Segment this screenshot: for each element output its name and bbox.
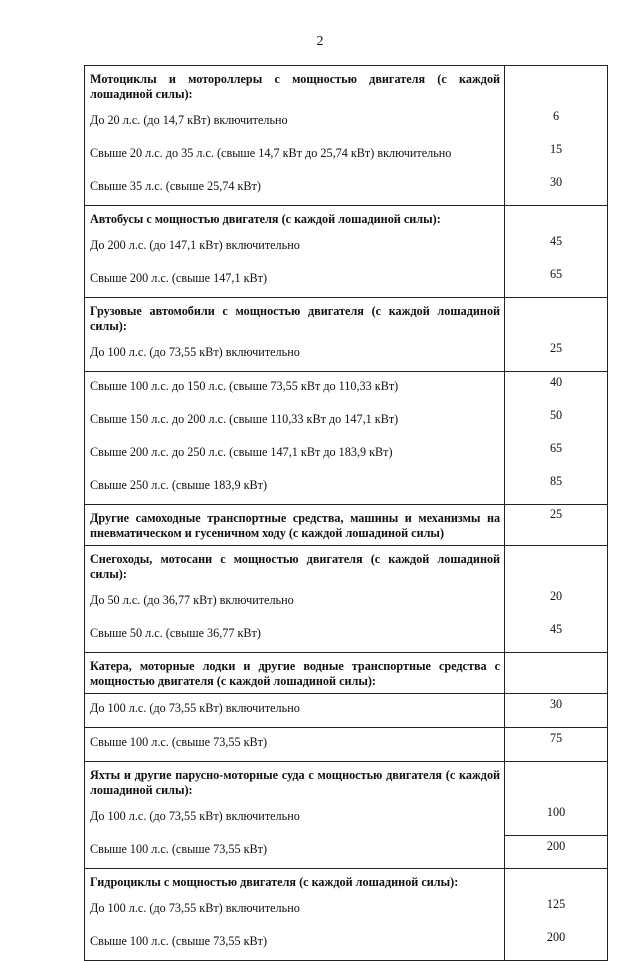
rate-cell-empty: [505, 546, 608, 587]
section-header-other-vehicles: [85, 505, 608, 546]
row-label: До 100 л.с. (до 73,55 кВт) включительно: [85, 802, 505, 835]
row-label: До 100 л.с. (до 73,55 кВт) включительно: [85, 338, 505, 372]
section-header-motorcycles: [85, 66, 608, 107]
table-row: [85, 927, 608, 961]
row-label: Свыше 100 л.с. (свыше 73,55 кВт): [85, 835, 505, 869]
row-label: Свыше 20 л.с. до 35 л.с. (свыше 14,7 кВт до 25,74 кВт) включительно: [85, 139, 505, 172]
row-label: До 50 л.с. (до 36,77 кВт) включительно: [85, 586, 505, 619]
table-row: [85, 338, 608, 372]
table-row: [85, 619, 608, 653]
table-row: [85, 835, 608, 869]
row-rate: 40: [505, 372, 608, 406]
row-label: Свыше 50 л.с. (свыше 36,77 кВт): [85, 619, 505, 653]
table-row: [85, 586, 608, 619]
rate-cell-empty: [505, 653, 608, 694]
section-title: Катера, моторные лодки и другие водные транспортные средства с мощностью двигателя (с каждой лошадиной силы):: [85, 653, 505, 694]
section-header-buses: [85, 206, 608, 232]
row-label: До 20 л.с. (до 14,7 кВт) включительно: [85, 106, 505, 139]
rate-cell-empty: [505, 298, 608, 339]
section-header-yachts: [85, 762, 608, 803]
page-number: 2: [316, 34, 324, 49]
row-rate: 65: [505, 438, 608, 471]
table-row: [85, 372, 608, 406]
row-rate: 125: [505, 894, 608, 927]
table-row: [85, 264, 608, 298]
row-rate: 85: [505, 471, 608, 505]
table-row: [85, 438, 608, 471]
rate-cell-empty: [505, 66, 608, 107]
row-label: Свыше 250 л.с. (свыше 183,9 кВт): [85, 471, 505, 505]
section-title: Снегоходы, мотосани с мощностью двигателя (с каждой лошадиной силы):: [85, 546, 505, 587]
section-header-jet-skis: [85, 869, 608, 895]
row-rate: 25: [505, 338, 608, 372]
row-label: Свыше 100 л.с. до 150 л.с. (свыше 73,55 кВт до 110,33 кВт): [85, 372, 505, 406]
rate-cell-empty: [505, 206, 608, 232]
section-title: Грузовые автомобили с мощностью двигателя (с каждой лошадиной силы):: [85, 298, 505, 339]
table-row: [85, 802, 608, 835]
row-rate: 200: [505, 927, 608, 961]
row-rate: 50: [505, 405, 608, 438]
row-label: До 100 л.с. (до 73,55 кВт) включительно: [85, 894, 505, 927]
table-row: [85, 728, 608, 762]
row-rate: 65: [505, 264, 608, 298]
section-title: Гидроциклы с мощностью двигателя (с каждой лошадиной силы):: [85, 869, 505, 895]
table-row: [85, 139, 608, 172]
table-row: [85, 172, 608, 206]
section-title: Автобусы с мощностью двигателя (с каждой лошадиной силы):: [85, 206, 505, 232]
section-header-boats: [85, 653, 608, 694]
table-row: [85, 894, 608, 927]
table-row: [85, 405, 608, 438]
table-row: [85, 231, 608, 264]
row-rate: 15: [505, 139, 608, 172]
row-label: Свыше 150 л.с. до 200 л.с. (свыше 110,33 кВт до 147,1 кВт): [85, 405, 505, 438]
row-rate: 25: [505, 505, 608, 546]
rate-cell-empty: [505, 762, 608, 803]
row-rate: 45: [505, 231, 608, 264]
row-label: Свыше 100 л.с. (свыше 73,55 кВт): [85, 927, 505, 961]
row-rate: 6: [505, 106, 608, 139]
row-rate: 100: [505, 802, 608, 835]
row-rate: 30: [505, 694, 608, 728]
rate-cell-empty: [505, 869, 608, 895]
table-row: [85, 694, 608, 728]
section-title: Мотоциклы и мотороллеры с мощностью двигателя (с каждой лошадиной силы):: [85, 66, 505, 107]
row-rate: 30: [505, 172, 608, 206]
row-label: До 100 л.с. (до 73,55 кВт) включительно: [85, 694, 505, 728]
section-title: Яхты и другие парусно-моторные суда с мощностью двигателя (с каждой лошадиной силы):: [85, 762, 505, 803]
section-title: Другие самоходные транспортные средства, машины и механизмы на пневматическом и гусеничном ходу (с каждой лошадиной силы): [85, 505, 505, 546]
row-label: Свыше 35 л.с. (свыше 25,74 кВт): [85, 172, 505, 206]
row-rate: 20: [505, 586, 608, 619]
row-label: Свыше 200 л.с. (свыше 147,1 кВт): [85, 264, 505, 298]
row-rate: 75: [505, 728, 608, 762]
section-header-trucks: [85, 298, 608, 339]
table-row: [85, 471, 608, 505]
tax-rate-table: [84, 65, 608, 961]
row-label: До 200 л.с. (до 147,1 кВт) включительно: [85, 231, 505, 264]
row-rate: 45: [505, 619, 608, 653]
row-rate: 200: [505, 835, 608, 869]
table-row: [85, 106, 608, 139]
section-header-snowmobiles: [85, 546, 608, 587]
row-label: Свыше 200 л.с. до 250 л.с. (свыше 147,1 кВт до 183,9 кВт): [85, 438, 505, 471]
row-label: Свыше 100 л.с. (свыше 73,55 кВт): [85, 728, 505, 762]
